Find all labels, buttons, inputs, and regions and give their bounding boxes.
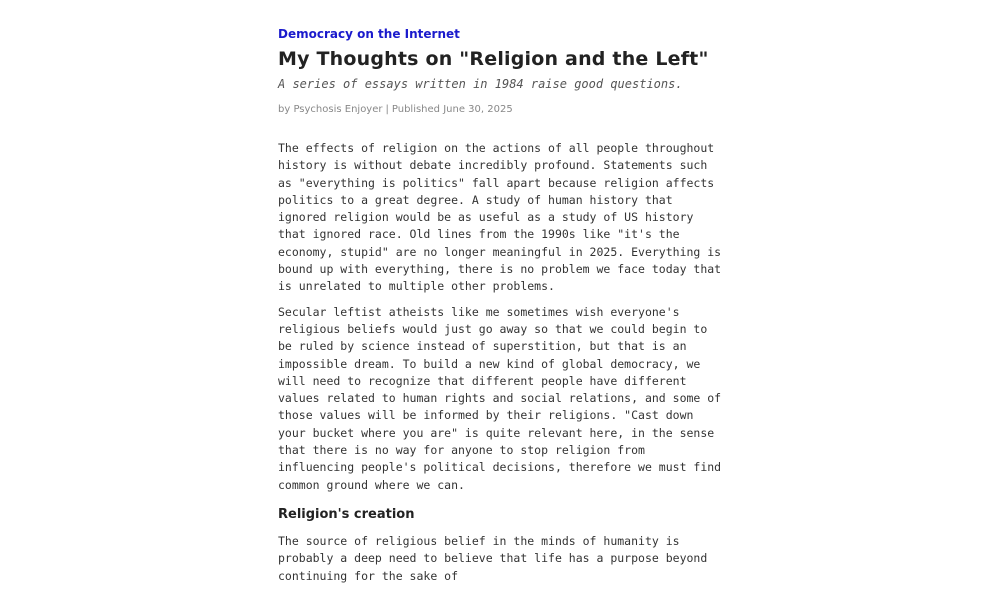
- paragraph-2: Secular leftist atheists like me sometimes wish everyone's religious beliefs would just go away so that we could begin to be ruled by science instead of superstition, but that is an impossible dream. To build a new kind of global democracy, we will need to recognize that different people have different values related to human rights and social relations, and some of those values will be informed by their religions. "Cast down your bucket where you are" is quite relevant here, in the sense that there is no way for anyone to stop religion from influencing people's political decisions, therefore we must find common ground where we can.: [278, 304, 722, 492]
- article-body: [278, 140, 728, 585]
- byline-author: by Psychosis Enjoyer: [278, 104, 383, 115]
- article-subtitle: A series of essays written in 1984 raise good questions.: [278, 77, 683, 91]
- paragraph-1: The effects of religion on the actions of all people throughout history is without debate incredibly profound. Statements such as "everything is politics" fall apart because religion affects politics to a great degree. A study of human history that ignored religion would be as useful as a study of US history that ignored race. Old lines from the 1990s like "it's the economy, stupid" are no longer meaningful in 2025. Everything is bound up with everything, there is no problem we face today that is unrelated to multiple other problems.: [278, 141, 722, 294]
- article: [278, 27, 728, 593]
- site-name-link[interactable]: Democracy on the Internet: [278, 27, 460, 41]
- byline-separator: |: [385, 104, 389, 115]
- article-title: My Thoughts on "Religion and the Left": [278, 48, 709, 70]
- byline: [278, 103, 728, 116]
- paragraph-3: The source of religious belief in the minds of humanity is probably a deep need to believe that life has a purpose beyond continuing for the sake of: [278, 533, 708, 583]
- section-heading: Religion's creation: [278, 506, 415, 522]
- byline-published: Published June 30, 2025: [391, 104, 513, 115]
